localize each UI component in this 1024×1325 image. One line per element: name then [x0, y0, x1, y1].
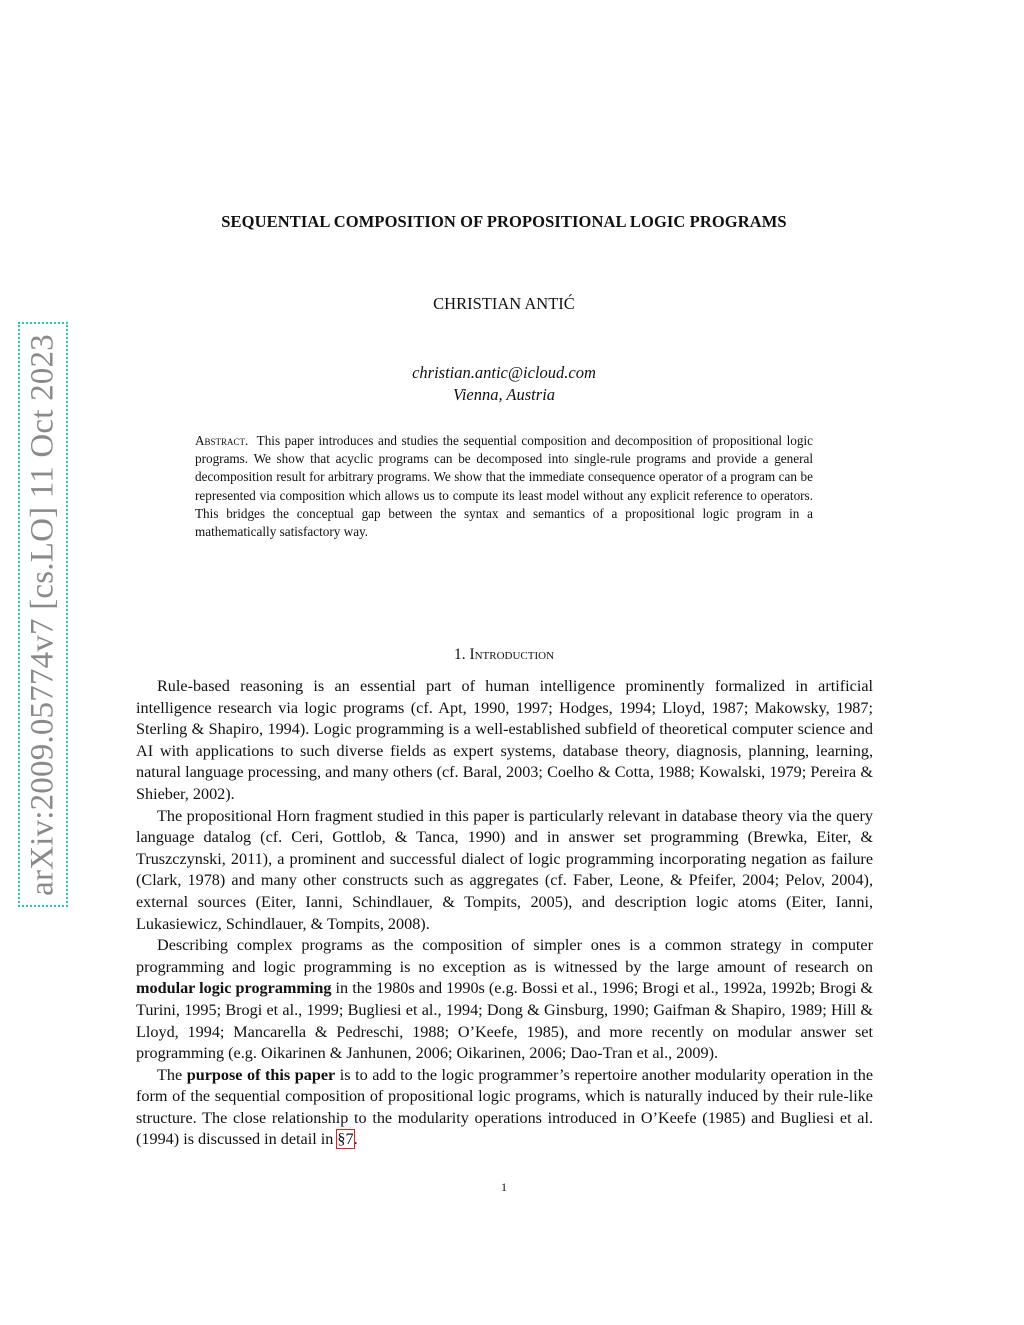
- author-name: CHRISTIAN ANTIĆ: [433, 294, 575, 313]
- emphasis-modular-logic-programming: modular logic programming: [136, 979, 332, 998]
- affiliation: [0, 362, 1008, 406]
- paragraph-3-text-a: Describing complex programs as the composition of simpler ones is a common strategy in computer programming and logic programming is no exception as is witnessed by the large amount of research on: [136, 936, 873, 976]
- abstract: [195, 432, 813, 541]
- paper-title: SEQUENTIAL COMPOSITION OF PROPOSITIONAL LOGIC PROGRAMS: [221, 212, 787, 231]
- paragraph-4-end: .: [353, 1130, 358, 1149]
- paragraph-1: Rule-based reasoning is an essential part of human intelligence prominently formalized in artificial intelligence research via logic programs (cf. Apt, 1990, 1997; Hodges, 1994; Lloyd, 1987; Makowsky, 1987; Sterling & Shapiro, 1994). Logic programming is a well-established subfield of theoretical computer science and AI with applications to such diverse fields as expert systems, database theory, diagnosis, planning, learning, natural language processing, and many others (cf. Baral, 2003; Coelho & Cotta, 1988; Kowalski, 1979; Pereira & Shieber, 2002).: [136, 677, 873, 803]
- section-heading: [0, 646, 1008, 664]
- section-7-link[interactable]: §7: [337, 1130, 354, 1149]
- emphasis-purpose: purpose of this paper: [186, 1065, 336, 1084]
- arxiv-id: arXiv:2009.05774v7 [cs.LO] 11 Oct 2023: [24, 333, 61, 896]
- paragraph-2: The propositional Horn fragment studied in this paper is particularly relevant in database theory via the query language datalog (cf. Ceri, Gottlob, & Tanca, 1990) and in answer set programming (Brewka, Eiter, & Truszczynski, 2011), a prominent and successful dialect of logic programming incorporating negation as failure (Clark, 1978) and many other constructs such as aggregates (cf. Faber, Leone, & Pfeifer, 2004; Pelov, 2004), external sources (Eiter, Ianni, Schindlauer, & Tompits, 2005), and description logic atoms (Eiter, Ianni, Lukasiewicz, Schindlauer, & Tompits, 2008).: [136, 806, 873, 933]
- body-text: [136, 676, 873, 1151]
- author-email: christian.antic@icloud.com: [412, 363, 596, 382]
- paragraph-4-text-b: is to add to the logic programmer’s repertoire another modularity operation in the form of the sequential composition of propositional logic programs, which is naturally induced by their rule-like structure. The close relationship to the modularity operations introduced in O’Keefe (1985) and Bugliesi et al. (1994) is discussed in detail in: [136, 1065, 873, 1149]
- paragraph-4: [136, 1065, 873, 1151]
- section-number: 1.: [453, 646, 466, 663]
- abstract-label: Abstract.: [195, 433, 249, 448]
- paragraph-4-text-a: The: [157, 1065, 187, 1084]
- arxiv-stamp: [18, 322, 68, 907]
- paragraph-3-text-b: in the 1980s and 1990s (e.g. Bossi et al., 1996; Brogi et al., 1992a, 1992b; Brogi & Turini, 1995; Brogi et al., 1999; Bugliesi et al., 1994; Dong & Ginsburg, 1990; Gaifman & Shapiro, 1989; Hill & Lloyd, 1994; Mancarella & Pedreschi, 1988; O’Keefe, 1985), and more recently on modular answer set programming (e.g. Oikarinen & Janhunen, 2006; Oikarinen, 2006; Dao-Tran et al., 2009).: [136, 979, 873, 1063]
- section-title: Introduction: [469, 646, 555, 663]
- author-location: Vienna, Austria: [452, 385, 556, 404]
- abstract-text: This paper introduces and studies the sequential composition and decomposition of propositional logic programs. We show that acyclic programs can be decomposed into single-rule programs and provide a general decomposition result for arbitrary programs. We show that the immediate consequence operator of a program can be represented via composition which allows us to compute its least model without any explicit reference to operators. This bridges the conceptual gap between the syntax and semantics of a propositional logic program in a mathematically satisfactory way.: [195, 433, 813, 540]
- paragraph-3: [136, 935, 873, 1065]
- page-number: 1: [501, 1180, 507, 1194]
